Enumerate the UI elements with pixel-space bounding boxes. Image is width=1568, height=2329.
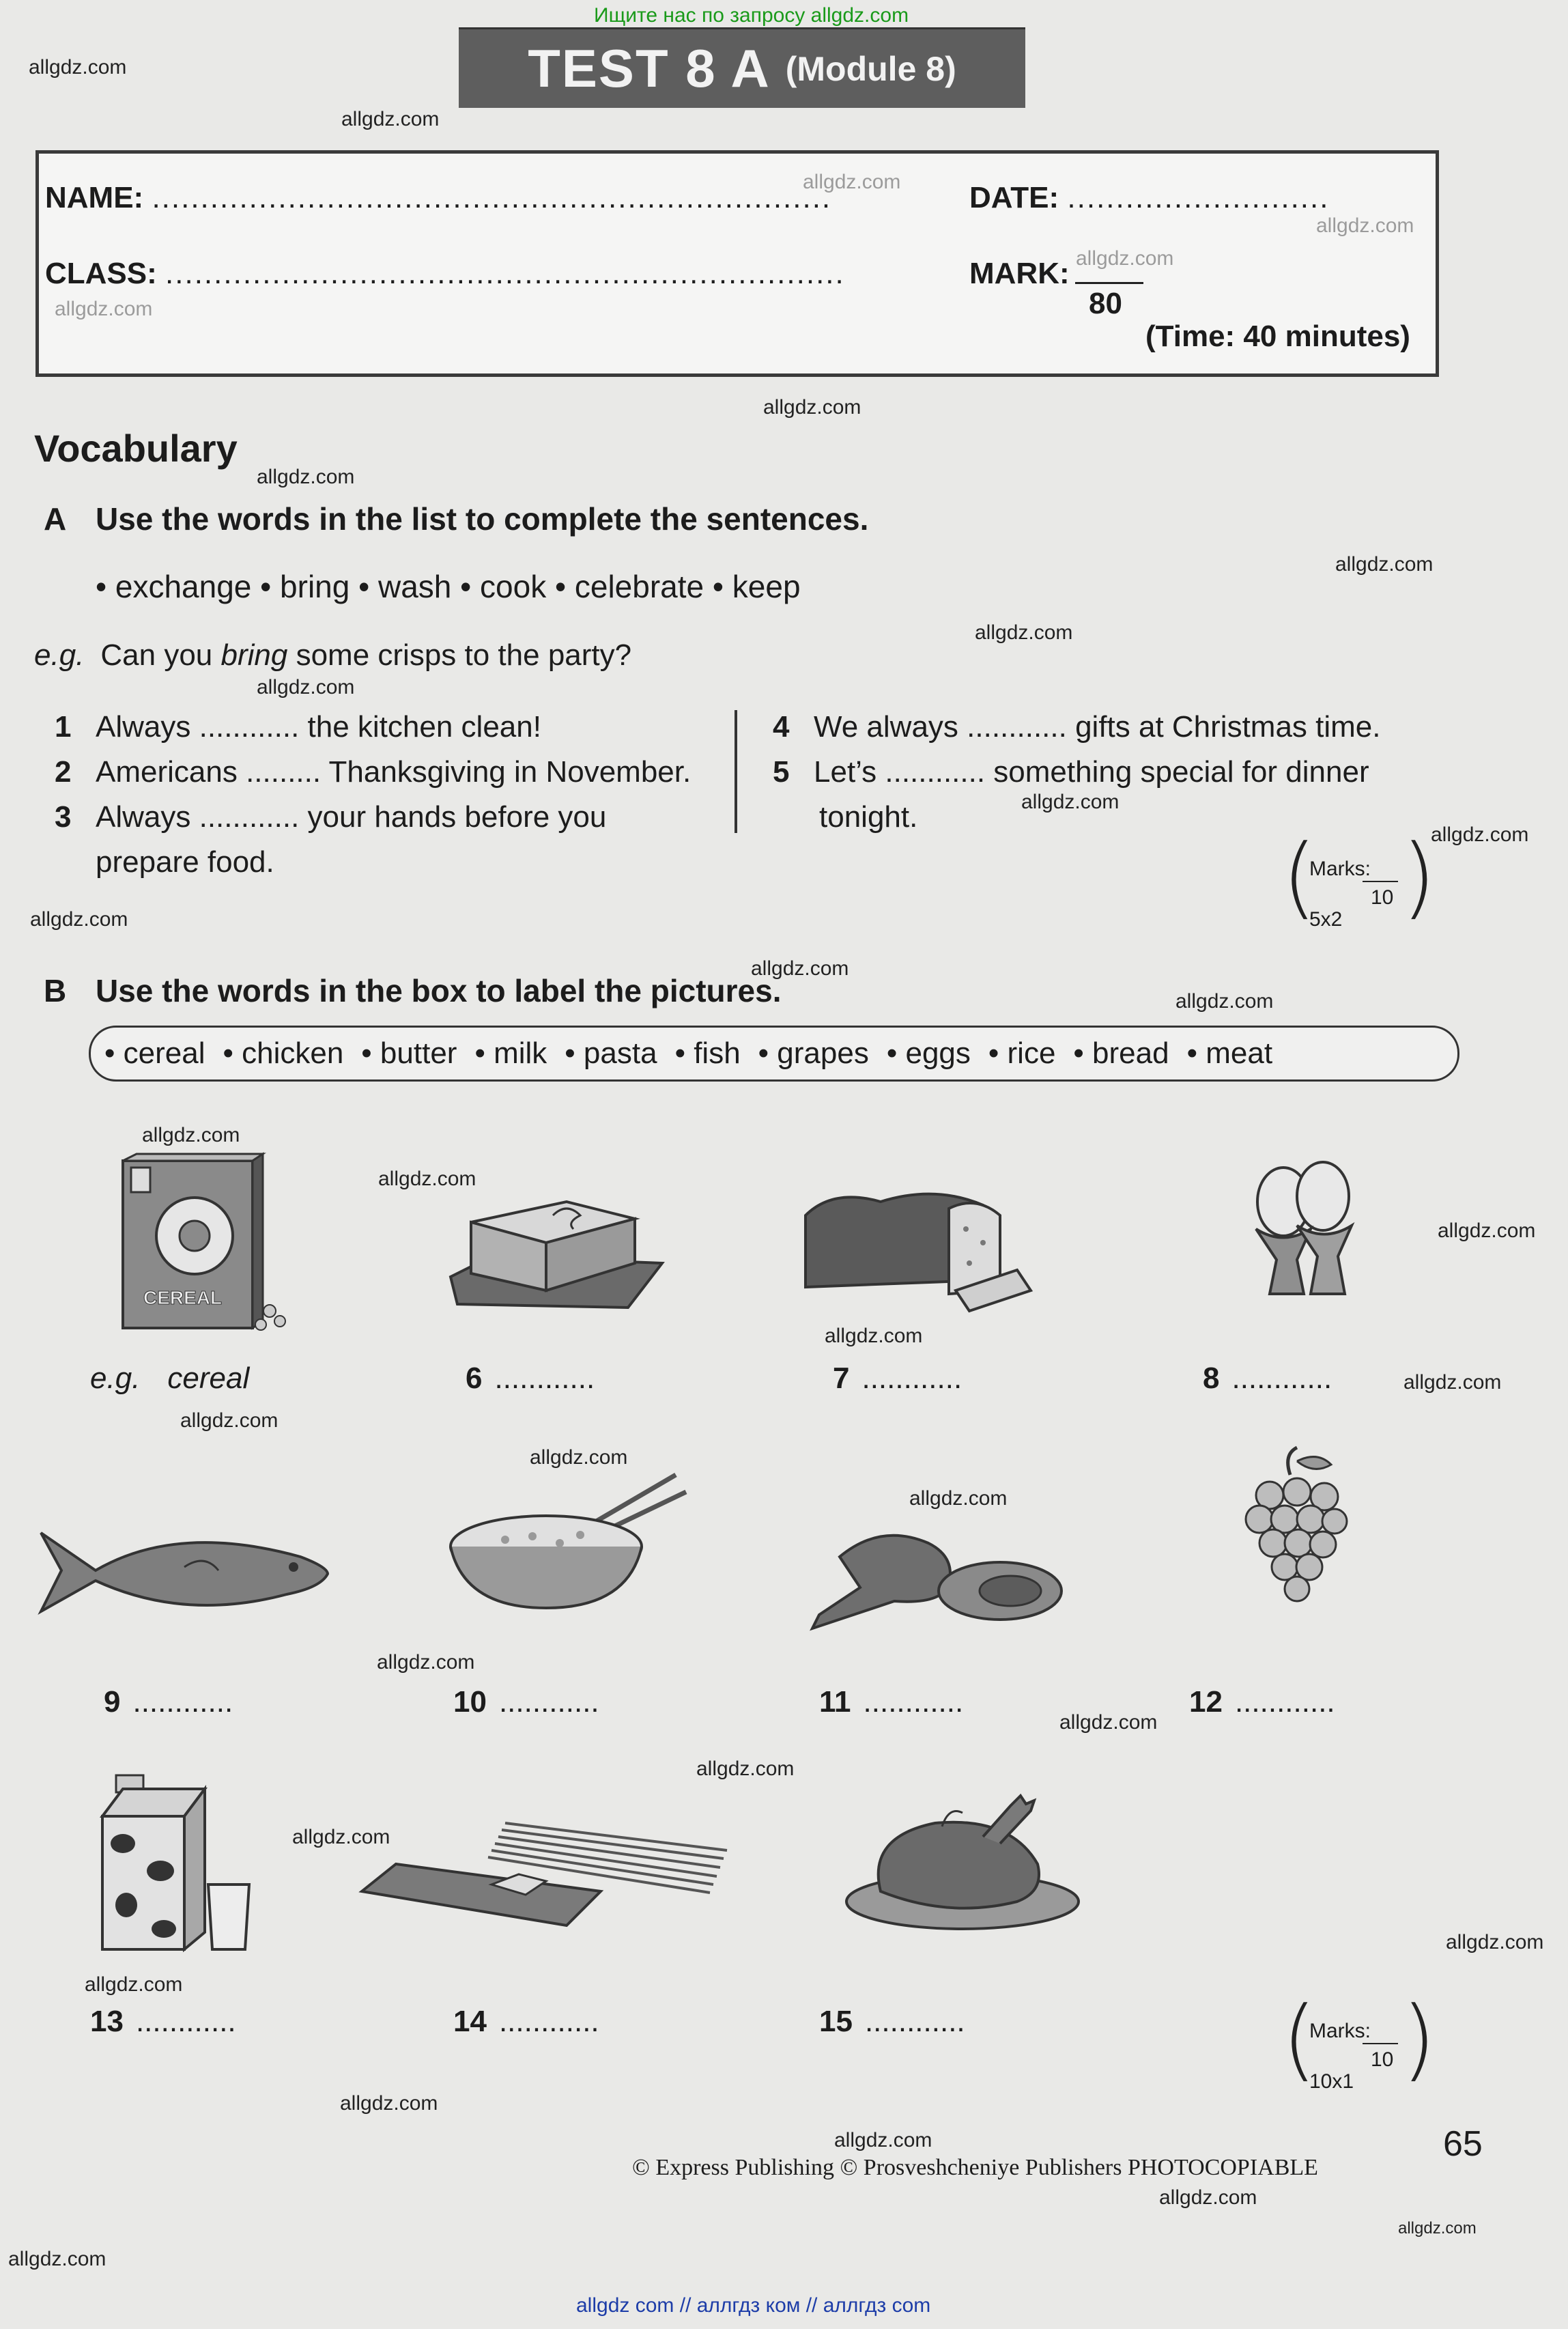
food-word-box — [89, 1026, 1459, 1082]
site-watermark: allgdz.com — [378, 1168, 476, 1190]
marks-label: Marks: — [1309, 2020, 1371, 2042]
sentence-number: 3 — [55, 800, 72, 834]
top-watermark: Ищите нас по запросу allgdz.com — [594, 4, 909, 27]
example-answer: bring — [220, 638, 288, 672]
example-text-before: Can you — [100, 638, 221, 672]
site-watermark: allgdz.com — [1021, 791, 1120, 813]
mark-total: 80 — [1089, 287, 1122, 320]
label-10[interactable] — [453, 1685, 599, 1719]
label-blank: ............ — [863, 1685, 964, 1719]
sentence-number: 1 — [55, 710, 72, 744]
test-module: (Module 8) — [785, 49, 956, 88]
site-watermark: allgdz.com — [29, 56, 127, 79]
time-limit: (Time: 40 minutes) — [1145, 320, 1410, 353]
label-blank: ............ — [1231, 1361, 1332, 1395]
date-label: DATE: — [969, 181, 1059, 214]
label-7[interactable] — [833, 1361, 962, 1396]
cereal-box-text: CEREAL — [143, 1287, 223, 1308]
label-number: 11 — [819, 1685, 851, 1719]
sentence-number: 5 — [773, 755, 790, 789]
task-a-example — [34, 638, 631, 673]
label-number: 12 — [1189, 1685, 1223, 1719]
fish-picture — [34, 1529, 334, 1618]
task-b-instruction: Use the words in the box to label the pictures. — [96, 973, 782, 1008]
site-watermark: allgdz.com — [834, 2129, 932, 2151]
name-dots: ...................................................................... — [152, 181, 832, 214]
label-number: 6 — [466, 1361, 483, 1395]
site-watermark: allgdz.com — [530, 1446, 628, 1469]
class-field[interactable] — [45, 257, 845, 291]
site-watermark: allgdz.com — [909, 1487, 1008, 1510]
site-watermark: allgdz.com — [180, 1409, 279, 1432]
label-blank: ............ — [864, 2005, 965, 2038]
site-watermark: allgdz.com — [1446, 1931, 1544, 1953]
label-blank: ............ — [498, 2005, 599, 2038]
marks-fraction-line — [1363, 881, 1398, 882]
word-grapes: • grapes — [758, 1036, 869, 1070]
site-watermark: allgdz.com — [340, 2092, 438, 2115]
label-blank: ............ — [498, 1685, 599, 1719]
example-prefix: e.g. — [34, 638, 85, 672]
site-watermark: allgdz.com — [1431, 823, 1529, 846]
site-watermark: allgdz.com — [763, 396, 861, 419]
example-prefix: e.g. — [90, 1361, 141, 1395]
marks-paren-left: ( — [1282, 825, 1317, 929]
bottom-watermark: allgdz com // аллгдз ком // аллгдз com — [576, 2294, 931, 2317]
word-chicken: • chicken — [223, 1036, 344, 1070]
butter-picture — [444, 1188, 669, 1325]
label-blank: ............ — [1234, 1685, 1335, 1719]
site-watermark: allgdz.com — [257, 676, 355, 698]
task-a-instruction: Use the words in the list to complete the sentences. — [96, 501, 869, 537]
name-field[interactable] — [45, 181, 831, 215]
label-blank: ............ — [132, 1685, 233, 1719]
sentence-text: Always ............ the kitchen clean! — [96, 710, 541, 744]
cereal-picture — [116, 1154, 294, 1331]
sentence-number: 2 — [55, 755, 72, 789]
sentence-2 — [55, 755, 691, 789]
rice-picture — [437, 1475, 689, 1611]
sentence-3 — [55, 800, 606, 834]
site-watermark: allgdz.com — [377, 1651, 475, 1674]
site-watermark: allgdz.com — [1159, 2186, 1257, 2209]
meat-picture — [812, 1523, 1072, 1625]
word-rice: • rice — [988, 1036, 1056, 1070]
label-11[interactable] — [819, 1685, 963, 1719]
site-watermark: allgdz.com — [1403, 1371, 1502, 1394]
label-14[interactable] — [453, 2005, 599, 2039]
test-title: TEST 8 A — [528, 38, 771, 98]
sentence-5-continued: tonight. — [819, 800, 918, 834]
label-12[interactable] — [1189, 1685, 1335, 1719]
marks-total: 10 — [1371, 886, 1394, 909]
label-blank: ............ — [861, 1361, 963, 1395]
task-a-letter: A — [44, 501, 67, 537]
site-watermark: allgdz.com — [85, 1973, 183, 1996]
site-watermark: allgdz.com — [292, 1826, 390, 1848]
marks-multiplier: 10x1 — [1309, 2070, 1354, 2093]
marks-multiplier: 5x2 — [1309, 908, 1343, 931]
sentence-4 — [773, 710, 1381, 744]
label-number: 9 — [104, 1685, 121, 1719]
example-text-after: some crisps to the party? — [287, 638, 632, 672]
site-watermark: allgdz.com — [30, 908, 128, 931]
copyright-notice: © Express Publishing © Prosveshcheniye Publishers PHOTOCOPIABLE — [632, 2155, 1318, 2180]
label-blank: ............ — [494, 1361, 595, 1395]
sentence-5 — [773, 755, 1369, 789]
example-answer: cereal — [167, 1361, 250, 1395]
marks-total: 10 — [1371, 2048, 1394, 2071]
site-watermark: allgdz.com — [975, 621, 1073, 644]
marks-paren-left: ( — [1282, 1987, 1317, 2091]
column-divider — [735, 710, 737, 833]
chicken-picture — [840, 1789, 1085, 1932]
grapes-picture — [1236, 1448, 1352, 1618]
task-b-letter: B — [44, 973, 67, 1008]
sentence-text: Let’s ............ something special for dinner — [814, 755, 1369, 789]
site-watermark: allgdz.com — [142, 1124, 240, 1146]
sentence-1 — [55, 710, 541, 744]
label-9[interactable] — [104, 1685, 233, 1719]
task-a-marks — [1282, 825, 1436, 955]
site-watermark: allgdz.com — [751, 957, 849, 980]
mark-fraction-line — [1075, 282, 1143, 284]
label-number: 15 — [819, 2005, 853, 2038]
site-watermark: allgdz.com — [1438, 1219, 1536, 1242]
sentence-text: We always ............ gifts at Christmas time. — [814, 710, 1381, 744]
label-number: 13 — [90, 2005, 124, 2038]
site-watermark: allgdz.com — [257, 466, 355, 488]
marks-paren-right: ) — [1401, 1987, 1436, 2091]
label-example — [90, 1361, 249, 1396]
test-title-banner — [459, 27, 1025, 108]
class-dots: ...................................................................... — [165, 257, 845, 290]
site-watermark: allgdz.com — [341, 108, 440, 130]
bread-picture — [792, 1181, 1038, 1311]
label-number: 14 — [453, 2005, 487, 2038]
class-label: CLASS: — [45, 257, 157, 290]
marks-fraction-line — [1363, 2043, 1398, 2044]
word-butter: • butter — [361, 1036, 457, 1070]
sentence-text: Always ............ your hands before you — [96, 800, 607, 834]
task-a-word-list: • exchange • bring • wash • cook • celebrate • keep — [96, 569, 801, 604]
word-meat: • meat — [1186, 1036, 1273, 1070]
word-bread: • bread — [1073, 1036, 1169, 1070]
label-13[interactable] — [90, 2005, 236, 2039]
sentence-number: 4 — [773, 710, 790, 744]
word-milk: • milk — [474, 1036, 547, 1070]
page-number: 65 — [1443, 2124, 1483, 2164]
vocabulary-heading: Vocabulary — [34, 427, 238, 470]
name-label: NAME: — [45, 181, 144, 214]
eggs-picture — [1249, 1154, 1358, 1311]
label-number: 7 — [833, 1361, 850, 1395]
marks-label: Marks: — [1309, 858, 1371, 880]
task-b-marks — [1282, 1987, 1436, 2117]
word-cereal: • cereal — [104, 1036, 205, 1070]
date-dots: ........................... — [1067, 181, 1330, 214]
word-eggs: • eggs — [886, 1036, 971, 1070]
site-watermark: allgdz.com — [1059, 1711, 1158, 1734]
label-number: 10 — [453, 1685, 487, 1719]
site-watermark: allgdz.com — [696, 1758, 795, 1780]
label-6[interactable] — [466, 1361, 595, 1396]
site-watermark: allgdz.com — [8, 2248, 106, 2270]
date-field[interactable] — [969, 181, 1329, 215]
label-blank: ............ — [135, 2005, 236, 2038]
label-8[interactable] — [1203, 1361, 1332, 1396]
label-15[interactable] — [819, 2005, 965, 2039]
sentence-text: Americans ......... Thanksgiving in November. — [96, 755, 692, 789]
pasta-picture — [355, 1816, 737, 1932]
mark-label: MARK: — [969, 257, 1070, 290]
marks-paren-right: ) — [1401, 825, 1436, 929]
site-watermark: allgdz.com — [825, 1325, 923, 1347]
site-watermark: allgdz.com — [1175, 990, 1274, 1013]
site-watermark: allgdz.com — [1398, 2219, 1477, 2238]
label-number: 8 — [1203, 1361, 1220, 1395]
sentence-3-continued: prepare food. — [96, 845, 274, 879]
milk-picture — [96, 1768, 259, 1953]
word-fish: • fish — [674, 1036, 741, 1070]
site-watermark: allgdz.com — [1335, 553, 1434, 576]
word-pasta: • pasta — [565, 1036, 657, 1070]
